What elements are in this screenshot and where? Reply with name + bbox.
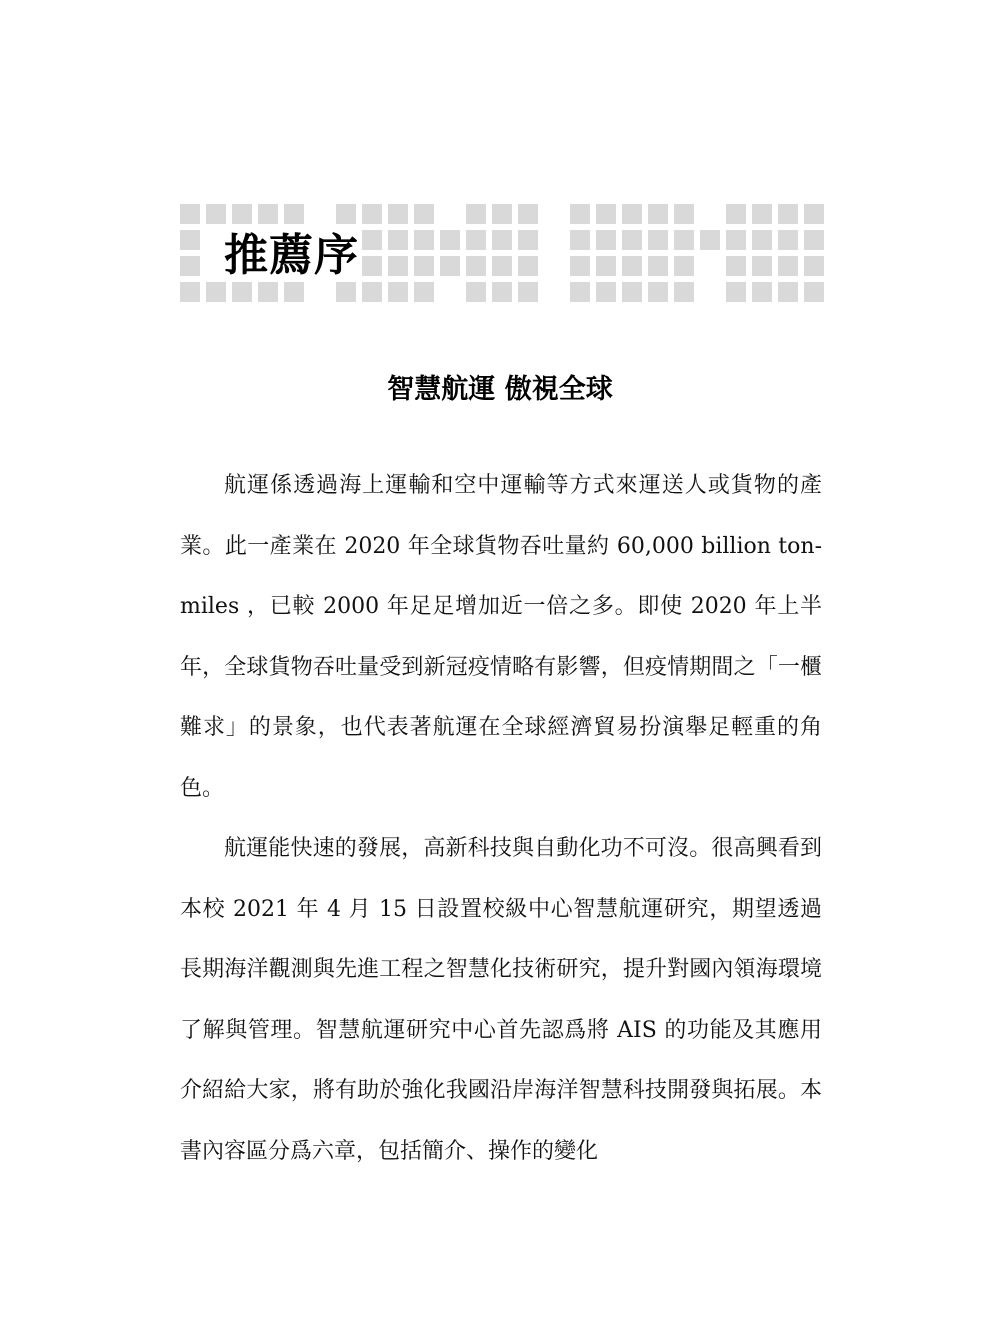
band-square bbox=[518, 230, 538, 250]
band-square bbox=[622, 204, 642, 224]
band-square bbox=[232, 204, 252, 224]
band-square bbox=[206, 204, 226, 224]
band-square bbox=[778, 282, 798, 302]
band-square bbox=[492, 230, 512, 250]
article-body bbox=[180, 456, 822, 1182]
band-square bbox=[362, 204, 382, 224]
band-square bbox=[466, 256, 486, 276]
band-square bbox=[414, 256, 434, 276]
band-square bbox=[804, 230, 824, 250]
band-square bbox=[648, 256, 668, 276]
band-square bbox=[726, 282, 746, 302]
band-square bbox=[414, 282, 434, 302]
band-square bbox=[336, 282, 356, 302]
band-square bbox=[492, 204, 512, 224]
band-square bbox=[596, 256, 616, 276]
band-square bbox=[726, 230, 746, 250]
band-square bbox=[804, 204, 824, 224]
band-square bbox=[726, 256, 746, 276]
band-square bbox=[388, 282, 408, 302]
band-square bbox=[778, 204, 798, 224]
band-square bbox=[674, 230, 694, 250]
band-square bbox=[570, 256, 590, 276]
band-square bbox=[258, 204, 278, 224]
band-square bbox=[674, 256, 694, 276]
band-square bbox=[596, 282, 616, 302]
band-square bbox=[752, 282, 772, 302]
band-square bbox=[752, 230, 772, 250]
band-square bbox=[622, 230, 642, 250]
band-square bbox=[570, 282, 590, 302]
band-square bbox=[440, 230, 460, 250]
band-square bbox=[440, 256, 460, 276]
band-square bbox=[414, 204, 434, 224]
band-square bbox=[492, 256, 512, 276]
band-square bbox=[700, 230, 720, 250]
band-square bbox=[518, 256, 538, 276]
chapter-title: 推薦序 bbox=[224, 230, 359, 281]
band-square bbox=[622, 256, 642, 276]
band-square bbox=[180, 282, 200, 302]
band-square bbox=[466, 230, 486, 250]
band-square bbox=[466, 204, 486, 224]
paragraph: 航運係透過海上運輸和空中運輸等方式來運送人或貨物的產業。此一產業在 2020 年全球貨物吞吐量約 60,000 billion ton-miles ，已較 2000 年足足增加近一倍之多。即使 2020 年上半年，全球貨物吞吐量受到新冠疫情略有影響，但疫情期間之「一櫃難求」的景象，也代表著航運在全球經濟貿易扮演舉足輕重的角色。 bbox=[180, 473, 822, 801]
band-square bbox=[492, 282, 512, 302]
band-square bbox=[570, 230, 590, 250]
band-square bbox=[674, 204, 694, 224]
band-square bbox=[726, 204, 746, 224]
band-square bbox=[414, 230, 434, 250]
band-square bbox=[258, 282, 278, 302]
band-square bbox=[518, 204, 538, 224]
band-square bbox=[518, 282, 538, 302]
band-square bbox=[180, 230, 200, 250]
band-square bbox=[206, 282, 226, 302]
band-square bbox=[622, 282, 642, 302]
band-square bbox=[570, 204, 590, 224]
band-square bbox=[752, 204, 772, 224]
band-square bbox=[180, 204, 200, 224]
band-square bbox=[648, 230, 668, 250]
band-square bbox=[336, 204, 356, 224]
band-square bbox=[752, 256, 772, 276]
band-square bbox=[388, 256, 408, 276]
band-square bbox=[284, 204, 304, 224]
band-square bbox=[362, 230, 382, 250]
band-square bbox=[180, 256, 200, 276]
band-square bbox=[674, 282, 694, 302]
band-square bbox=[648, 204, 668, 224]
band-square bbox=[596, 204, 616, 224]
band-square bbox=[596, 230, 616, 250]
band-square bbox=[804, 256, 824, 276]
band-square bbox=[778, 230, 798, 250]
band-square bbox=[648, 282, 668, 302]
band-square bbox=[232, 282, 252, 302]
band-square bbox=[466, 282, 486, 302]
band-square bbox=[362, 256, 382, 276]
article-subtitle: 智慧航運 傲視全球 bbox=[387, 374, 613, 405]
paragraph: 航運能快速的發展，高新科技與自動化功不可沒。很高興看到本校 2021 年 4 月 15 日設置校級中心智慧航運研究，期望透過長期海洋觀測與先進工程之智慧化技術研究，提升對國內領海環境了解與管理。智慧航運研究中心首先認爲將 AIS 的功能及其應用介紹給大家，將有助於強化我國沿岸海洋智慧科技開發與拓展。本書內容區分爲六章，包括簡介、操作的變化 bbox=[180, 836, 822, 1164]
band-square bbox=[362, 282, 382, 302]
band-square bbox=[778, 256, 798, 276]
band-square bbox=[388, 230, 408, 250]
band-square bbox=[804, 282, 824, 302]
band-square bbox=[284, 282, 304, 302]
band-square bbox=[388, 204, 408, 224]
